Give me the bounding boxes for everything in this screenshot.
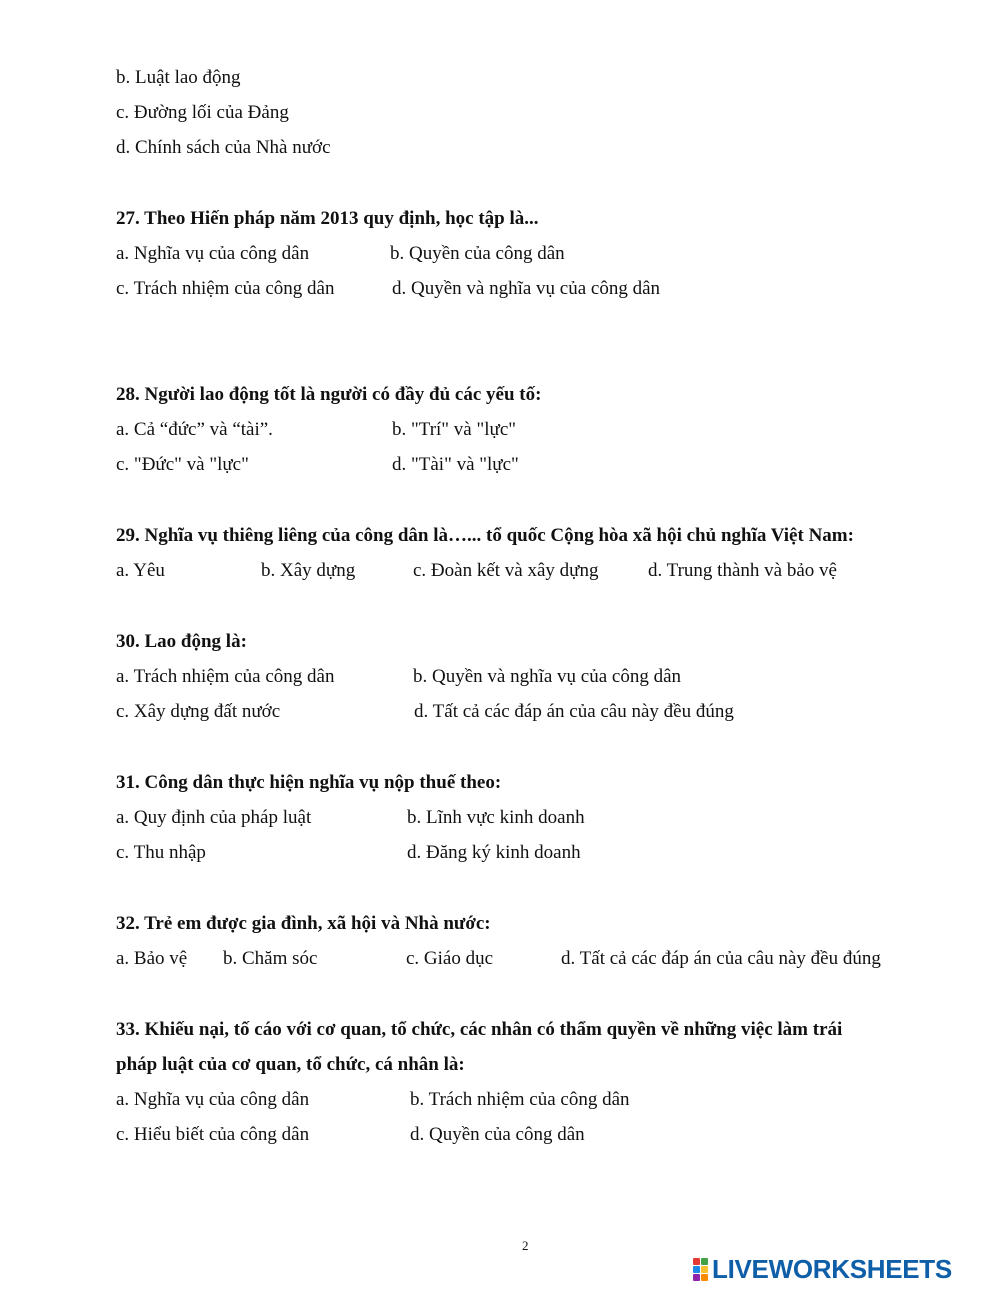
question-31-option-a[interactable]: a. Quy định của pháp luật [116,807,312,828]
question-29-option-b[interactable]: b. Xây dựng [261,560,356,581]
option-d-chinh-sach: d. Chính sách của Nhà nước [116,137,331,158]
question-31-text: 31. Công dân thực hiện nghĩa vụ nộp thuế theo: [116,772,502,793]
question-27-option-c[interactable]: c. Trách nhiệm của công dân [116,278,335,299]
question-32-text: 32. Trẻ em được gia đình, xã hội và Nhà nước: [116,913,491,934]
question-29-option-a[interactable]: a. Yêu [116,560,165,581]
question-27-text: 27. Theo Hiến pháp năm 2013 quy định, học tập là... [116,208,539,229]
question-28-option-d[interactable]: d. "Tài" và "lực" [392,454,519,475]
question-30-option-d[interactable]: d. Tất cả các đáp án của câu này đều đúng [414,701,734,722]
question-30-option-a[interactable]: a. Trách nhiệm của công dân [116,666,335,687]
question-32-option-b[interactable]: b. Chăm sóc [223,948,318,969]
question-33-text-line-2: pháp luật của cơ quan, tổ chức, cá nhân là: [116,1054,465,1075]
question-33-option-c[interactable]: c. Hiểu biết của công dân [116,1124,310,1145]
question-31-option-c[interactable]: c. Thu nhập [116,842,206,863]
question-28-text: 28. Người lao động tốt là người có đầy đủ các yếu tố: [116,384,542,405]
question-33-text-line-1: 33. Khiếu nại, tố cáo với cơ quan, tổ chức, các nhân có thẩm quyền về những việc làm trái [116,1019,843,1040]
question-27-option-d[interactable]: d. Quyền và nghĩa vụ của công dân [392,278,661,299]
option-b-luat-lao-dong: b. Luật lao động [116,67,241,88]
question-30-option-c[interactable]: c. Xây dựng đất nước [116,701,281,722]
question-30-option-b[interactable]: b. Quyền và nghĩa vụ của công dân [413,666,682,687]
question-32-option-c[interactable]: c. Giáo dục [406,948,494,969]
question-30-text: 30. Lao động là: [116,631,247,652]
question-28-option-b[interactable]: b. "Trí" và "lực" [392,419,517,440]
question-28-option-c[interactable]: c. "Đức" và "lực" [116,454,249,475]
question-33-option-b[interactable]: b. Trách nhiệm của công dân [410,1089,630,1110]
question-28-option-a[interactable]: a. Cả “đức” và “tài”. [116,419,273,440]
question-31-option-d[interactable]: d. Đăng ký kinh doanh [407,842,581,863]
question-33-option-d[interactable]: d. Quyền của công dân [410,1124,585,1145]
question-33-option-a[interactable]: a. Nghĩa vụ của công dân [116,1089,310,1110]
question-31-option-b[interactable]: b. Lĩnh vực kinh doanh [407,807,585,828]
question-32-option-a[interactable]: a. Bảo vệ [116,948,188,969]
question-29-option-d[interactable]: d. Trung thành và bảo vệ [648,560,837,581]
liveworksheets-blocks-icon [693,1258,708,1281]
brand-name: LIVEWORKSHEETS [712,1253,952,1284]
page-number: 2 [522,1238,529,1253]
question-27-option-b[interactable]: b. Quyền của công dân [390,243,565,264]
question-29-text: 29. Nghĩa vụ thiêng liêng của công dân là…... tổ quốc Cộng hòa xã hội chủ nghĩa Việt Nam: [116,525,854,546]
option-c-duong-loi: c. Đường lối của Đảng [116,102,289,123]
liveworksheets-logo [693,1253,952,1284]
question-29-option-c[interactable]: c. Đoàn kết và xây dựng [413,560,599,581]
question-27-option-a[interactable]: a. Nghĩa vụ của công dân [116,243,310,264]
question-32-option-d[interactable]: d. Tất cả các đáp án của câu này đều đúng [561,948,881,969]
